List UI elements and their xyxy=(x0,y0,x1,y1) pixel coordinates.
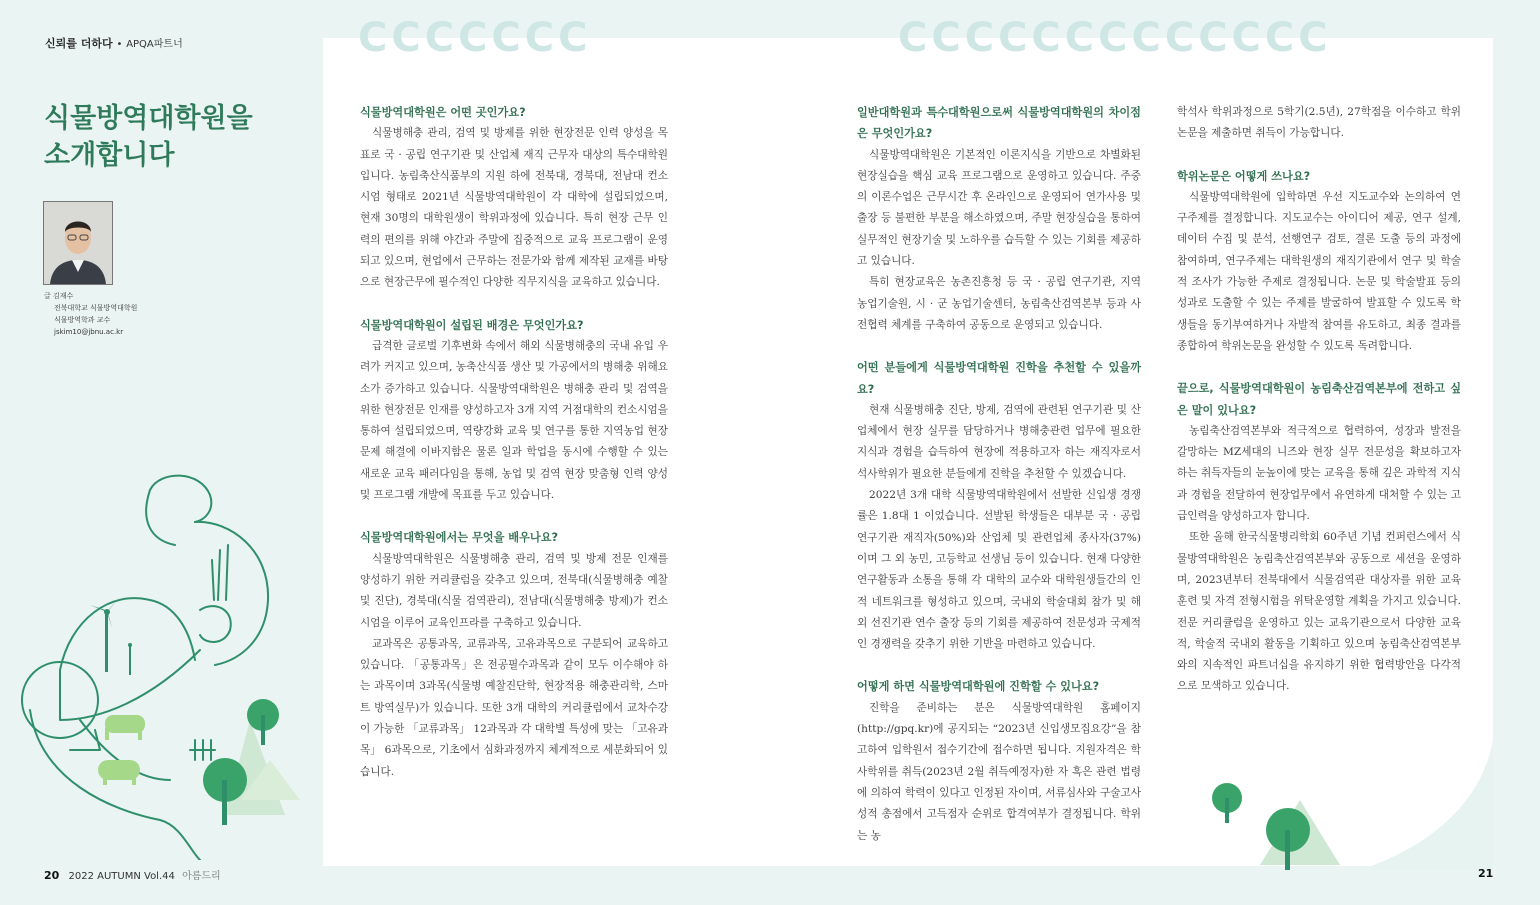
article-column-2 xyxy=(857,102,1141,847)
issue-label: 2022 AUTUMN Vol.44 xyxy=(68,871,175,882)
answer-paragraph-continued: 학석사 학위과정으로 5학기(2.5년), 27학점을 이수하고 학위논문을 제출하면 취득이 가능합니다. xyxy=(1177,106,1461,140)
question-heading: 어떤 분들에게 식물방역대학원 진학을 추천할 수 있을까요? xyxy=(857,361,1141,396)
question-heading: 식물방역대학원에서는 무엇을 배우나요? xyxy=(360,531,559,545)
tree-illustration xyxy=(1160,700,1493,870)
author-affiliation: 전북대학교 식물방역대학원 xyxy=(54,304,138,312)
answer-paragraph: 농림축산검역본부와 적극적으로 협력하여, 성장과 발전을 갈망하는 MZ세대의 니즈와 현장 실무 전문성을 확보하고자 하는 취득자들의 눈높이에 맞는 교육을 통해 깊은 과학적 지식과 경험을 전달하여 현장업무에서 유연하게 대처할 수 있는 고급인력을 양성하고자 합니다. xyxy=(1177,424,1461,523)
farming-illustration xyxy=(0,460,320,860)
answer-paragraph: 특히 현장교육은 농촌진흥청 등 국 · 공립 연구기관, 지역 농업기술원, 시 · 군 농업기술센터, 농림축산검역본부 등과 사전협력 체계를 구축하여 공동으로 운영되고 있습니다. xyxy=(857,276,1141,331)
subsection-name: APQA파트너 xyxy=(126,39,183,50)
answer-paragraph: 2022년 3개 대학 식물방역대학원에서 선발한 신입생 경쟁률은 1.8대 1 이었습니다. 선발된 학생들은 대부분 국 · 공립 연구기관 재직자(50%)와 산업체 및 관련업체 종사자(37%)이며 그 외 농민, 고등학교 선생님 등이 있습니다. 현재 다양한 연구활동과 소통을 통해 각 대학의 교수와 대학원생들간의 인적 네트워크를 형성하고 있으며, 국내외 학술대회 참가 및 해외 선진기관 연수 출장 등의 기회를 제공하여 전문성과 국제적인 경쟁력을 갖추기 위한 기반을 마련하고 있습니다. xyxy=(857,489,1141,651)
footer-right xyxy=(1478,867,1493,880)
question-heading: 어떻게 하면 식물방역대학원에 진학할 수 있나요? xyxy=(857,680,1100,694)
decorative-pattern-left: ССССССС xyxy=(358,15,592,61)
answer-paragraph: 또한 올해 한국식물병리학회 60주년 기념 컨퍼런스에서 식물방역대학원은 농림축산검역본부와 공동으로 세션을 운영하며, 2023년부터 전북대에서 식물검역관 대상자를 위한 교육훈련 및 자격 전형시험을 위탁운영할 계획을 가지고 있습니다. 전문 커리큘럼을 운영하고 있는 교육기관으로서 다양한 교육적, 학술적 국내외 활동을 기획하고 있으며 농림축산검역본부와의 지속적인 파트너십을 유지하기 위한 협력방안을 다각적으로 모색하고 있습니다. xyxy=(1177,531,1461,693)
answer-paragraph: 식물방역대학원은 기본적인 이론지식을 기반으로 차별화된 현장실습을 핵심 교육 프로그램으로 운영하고 있습니다. 주중의 이론수업은 근무시간 후 온라인으로 운영되어 연가사용 및 출장 등 불편한 부분을 해소하였으며, 주말 현장실습을 통하여 실무적인 현장기술 및 노하우를 습득할 수 있는 기회를 제공하고 있습니다. xyxy=(857,148,1141,268)
article-column-3 xyxy=(1177,102,1461,698)
section-separator: • xyxy=(116,39,123,50)
question-heading: 식물방역대학원은 어떤 곳인가요? xyxy=(360,106,526,119)
decorative-pattern-right: ССССССССССССС xyxy=(898,15,1332,61)
author-info xyxy=(44,290,137,338)
question-heading: 일반대학원과 특수대학원으로써 식물방역대학원의 차이점은 무엇인가요? xyxy=(857,106,1141,141)
magazine-name: 아름드리 xyxy=(182,871,221,882)
answer-paragraph: 식물방역대학원은 식물병해충 관리, 검역 및 방제 전문 인재를 양성하기 위한 커리큘럼을 갖추고 있으며, 전북대(식물병해충 예찰 및 진단), 경북대(식물 검역관리), 전남대(식물병해충 방제)가 컨소시엄을 이루어 교육인프라를 구축하고 있습니다. xyxy=(360,552,668,629)
section-name: 신뢰를 더하다 xyxy=(45,37,113,50)
answer-paragraph: 급격한 글로벌 기후변화 속에서 해외 식물병해충의 국내 유입 우려가 커지고 있으며, 농축산식품 생산 및 가공에서의 병해충 위해요소가 증가하고 있습니다. 식물방역대학원은 병해충 관리 및 검역을 위한 현장전문 인재를 양성하고자 3개 지역 거점대학의 컨소시엄을 통하여 설립되었으며, 역량강화 교육 및 연구를 통한 지역농업 현장문제 해결에 이바지함은 물론 일과 학업을 동시에 수행할 수 있는 새로운 교육 패러다임을 통해, 농업 및 검역 현장 맞춤형 인력 양성 및 프로그램 개발에 목표를 두고 있습니다. xyxy=(360,339,668,502)
section-label xyxy=(45,35,183,51)
question-heading: 학위논문은 어떻게 쓰나요? xyxy=(1177,169,1311,183)
question-heading: 끝으로, 식물방역대학원이 농림축산검역본부에 전하고 싶은 말이 있나요? xyxy=(1177,382,1461,417)
author-byline: 글 김재수 xyxy=(44,292,74,300)
question-heading: 식물방역대학원이 설립된 배경은 무엇인가요? xyxy=(360,318,584,332)
article-column-1 xyxy=(360,102,668,783)
answer-paragraph: 식물병해충 관리, 검역 및 방제를 위한 현장전문 인력 양성을 목표로 국 · 공립 연구기관 및 산업체 재직 근무자 대상의 특수대학원입니다. 농림축산식품부의 지원 하에 전북대, 경북대, 전남대 컨소시엄 형태로 2021년 식물방역대학원이 각 대학에 설립되었으며, 현재 30명의 대학원생이 학위과정에 있습니다. 특히 현장 근무 인력의 편의를 위해 야간과 주말에 집중적으로 교육 프로그램이 운영되고 있으며, 현업에서 근무하는 전문가와 함께 제작된 교재를 바탕으로 현장근무에 필수적인 다양한 직무지식을 교육하고 있습니다. xyxy=(360,127,668,289)
page-title xyxy=(44,100,304,174)
answer-paragraph: 현재 식물병해충 진단, 방제, 검역에 관련된 연구기관 및 산업체에서 현장 실무를 담당하거나 병해충관련 업무에 필요한 지식과 경험을 습득하여 현장에 적용하고자 하는 재직자로서 석사학위가 필요한 분들에게 진학을 추천할 수 있겠습니다. xyxy=(857,403,1141,480)
title-line-1: 식물방역대학원을 xyxy=(44,103,253,134)
answer-paragraph: 교과목은 공통과목, 교류과목, 고유과목으로 구분되어 교육하고 있습니다. 「공통과목」은 전공필수과목과 같이 모두 이수해야 하는 과목이며 3과목(식물병 예찰진단학, 현장적용 해충관리학, 스마트 방역실무)가 있습니다. 또한 3개 대학의 커리큘럼에서 교차수강이 가능한 「교류과목」 12과목과 각 대학별 특성에 맞는 「고유과목」 6과목으로, 기초에서 심화과정까지 체계적으로 세분화되어 있습니다. xyxy=(360,637,668,778)
answer-paragraph: 식물방역대학원에 입학하면 우선 지도교수와 논의하여 연구주제를 결정합니다. 지도교수는 아이디어 제공, 연구 설계, 데이터 수집 및 분석, 선행연구 검토, 결론 도출 등의 과정에 참여하며, 연구주제는 대학원생의 재직기관에서 연구 및 학술적 조사가 가능한 주제로 결정됩니다. 논문 및 학술발표 등의 성과로 도출할 수 있는 주제를 발굴하여 발표할 수 있도록 학생들을 동기부여하거나 자발적 참여를 유도하고, 최종 결과를 종합하여 학위논문을 완성할 수 있도록 독려합니다. xyxy=(1177,190,1461,352)
answer-paragraph: 진학을 준비하는 분은 식물방역대학원 홈페이지(http://gpq.kr)에 공지되는 “2023년 신입생모집요강”을 참고하여 입학원서 접수기간에 접수하면 됩니다. 지원자격은 학사학위를 취득(2023년 2월 취득예정자)한 자 혹은 관련 법령에 의하여 학력이 있다고 인정된 자이며, 서류심사와 구술고사 성적 총점에서 고득점자 순위로 합격여부가 결정됩니다. 학위는 농 xyxy=(857,701,1141,842)
author-photo xyxy=(43,201,113,285)
author-position: 식물방역학과 교수 xyxy=(54,316,111,324)
author-email: jskim10@jbnu.ac.kr xyxy=(54,328,124,336)
title-line-2: 소개합니다 xyxy=(44,140,175,171)
page-number-right: 21 xyxy=(1478,867,1494,880)
page-number-left: 20 xyxy=(44,869,60,882)
footer-left xyxy=(44,867,221,882)
